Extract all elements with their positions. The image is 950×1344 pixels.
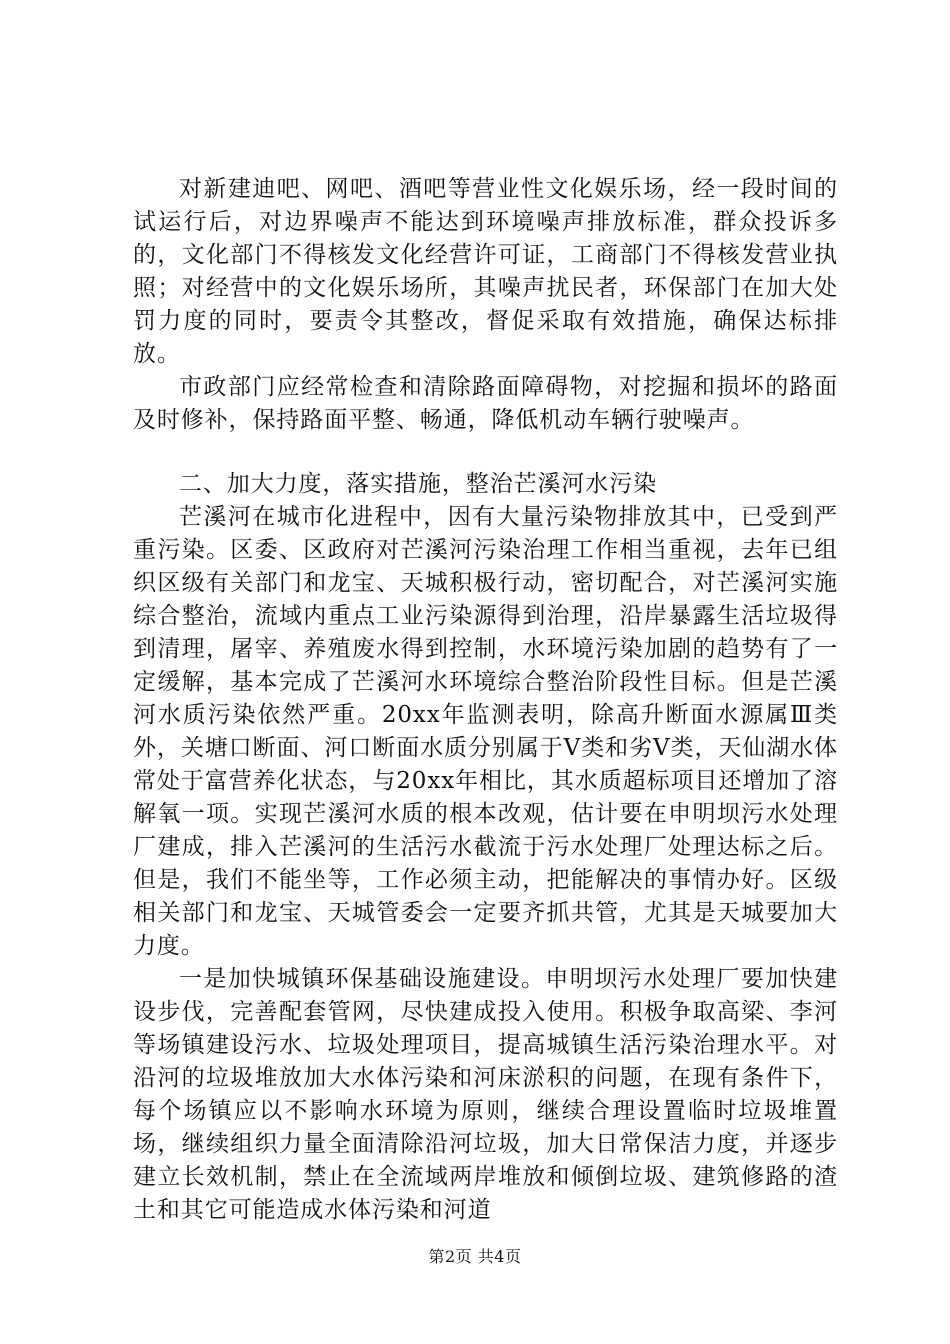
paragraph-river-pollution: 芒溪河在城市化进程中，因有大量污染物排放其中，已受到严重污染。区委、区政府对芒溪河污染治理工作相当重视，去年已组织区级有关部门和龙宝、天城积极行动，密切配合，对芒溪河实施综合整治，流域内重点工业污染源得到治理，沿岸暴露生活垃圾得到清理，屠宰、养殖废水得到控制，水环境污染加剧的趋势有了一定缓解，基本完成了芒溪河水环境综合整治阶段性目标。但是芒溪河水质污染依然严重。20xx年监测表明，除高升断面水源属Ⅲ类外，关塘口断面、河口断面水质分别属于Ⅴ类和劣Ⅴ类，天仙湖水体常处于富营养化状态，与20xx年相比，其水质超标项目还增加了溶解氧一项。实现芒溪河水质的根本改观，估计要在申明坝污水处理厂建成，排入芒溪河的生活污水截流于污水处理厂处理达标之后。但是，我们不能坐等，工作必须主动，把能解决的事情办好。区级相关部门和龙宝、天城管委会一定要齐抓共管，尤其是天城要加大力度。 [133, 504, 838, 959]
section-heading: 二、加大力度，落实措施，整治芒溪河水污染 [179, 471, 657, 497]
paragraph-infrastructure: 一是加快城镇环保基础设施建设。申明坝污水处理厂要加快建设步伐，完善配套管网，尽快建成投入使用。积极争取高梁、李河等场镇建设污水、垃圾处理项目，提高城镇生活污染治理水平。对沿河的垃圾堆放加大水体污染和河床淤积的问题，在现有条件下，每个场镇应以不影响水环境为原则，继续合理设置临时垃圾堆置场，继续组织力量全面清除沿河垃圾，加大日常保洁力度，并逐步建立长效机制，禁止在全流域两岸堆放和倾倒垃圾、建筑修路的渣土和其它可能造成水体污染和河道 [133, 966, 838, 1223]
paragraph-noise-entertainment-venues: 对新建迪吧、网吧、酒吧等营业性文化娱乐场，经一段时间的试运行后，对边界噪声不能达到环境噪声排放标准，群众投诉多的，文化部门不得核发文化经营许可证，工商部门不得核发营业执照；对经营中的文化娱乐场所，其噪声扰民者，环保部门在加大处罚力度的同时，要责令其整改，督促采取有效措施，确保达标排放。 [133, 176, 838, 367]
document-body [133, 173, 838, 1227]
page-number-footer: 第2页 共4页 [428, 1247, 522, 1266]
paragraph-road-maintenance: 市政部门应经常检查和清除路面障碍物，对挖掘和损坏的路面及时修补，保持路面平整、畅通，降低机动车辆行驶噪声。 [133, 374, 838, 433]
